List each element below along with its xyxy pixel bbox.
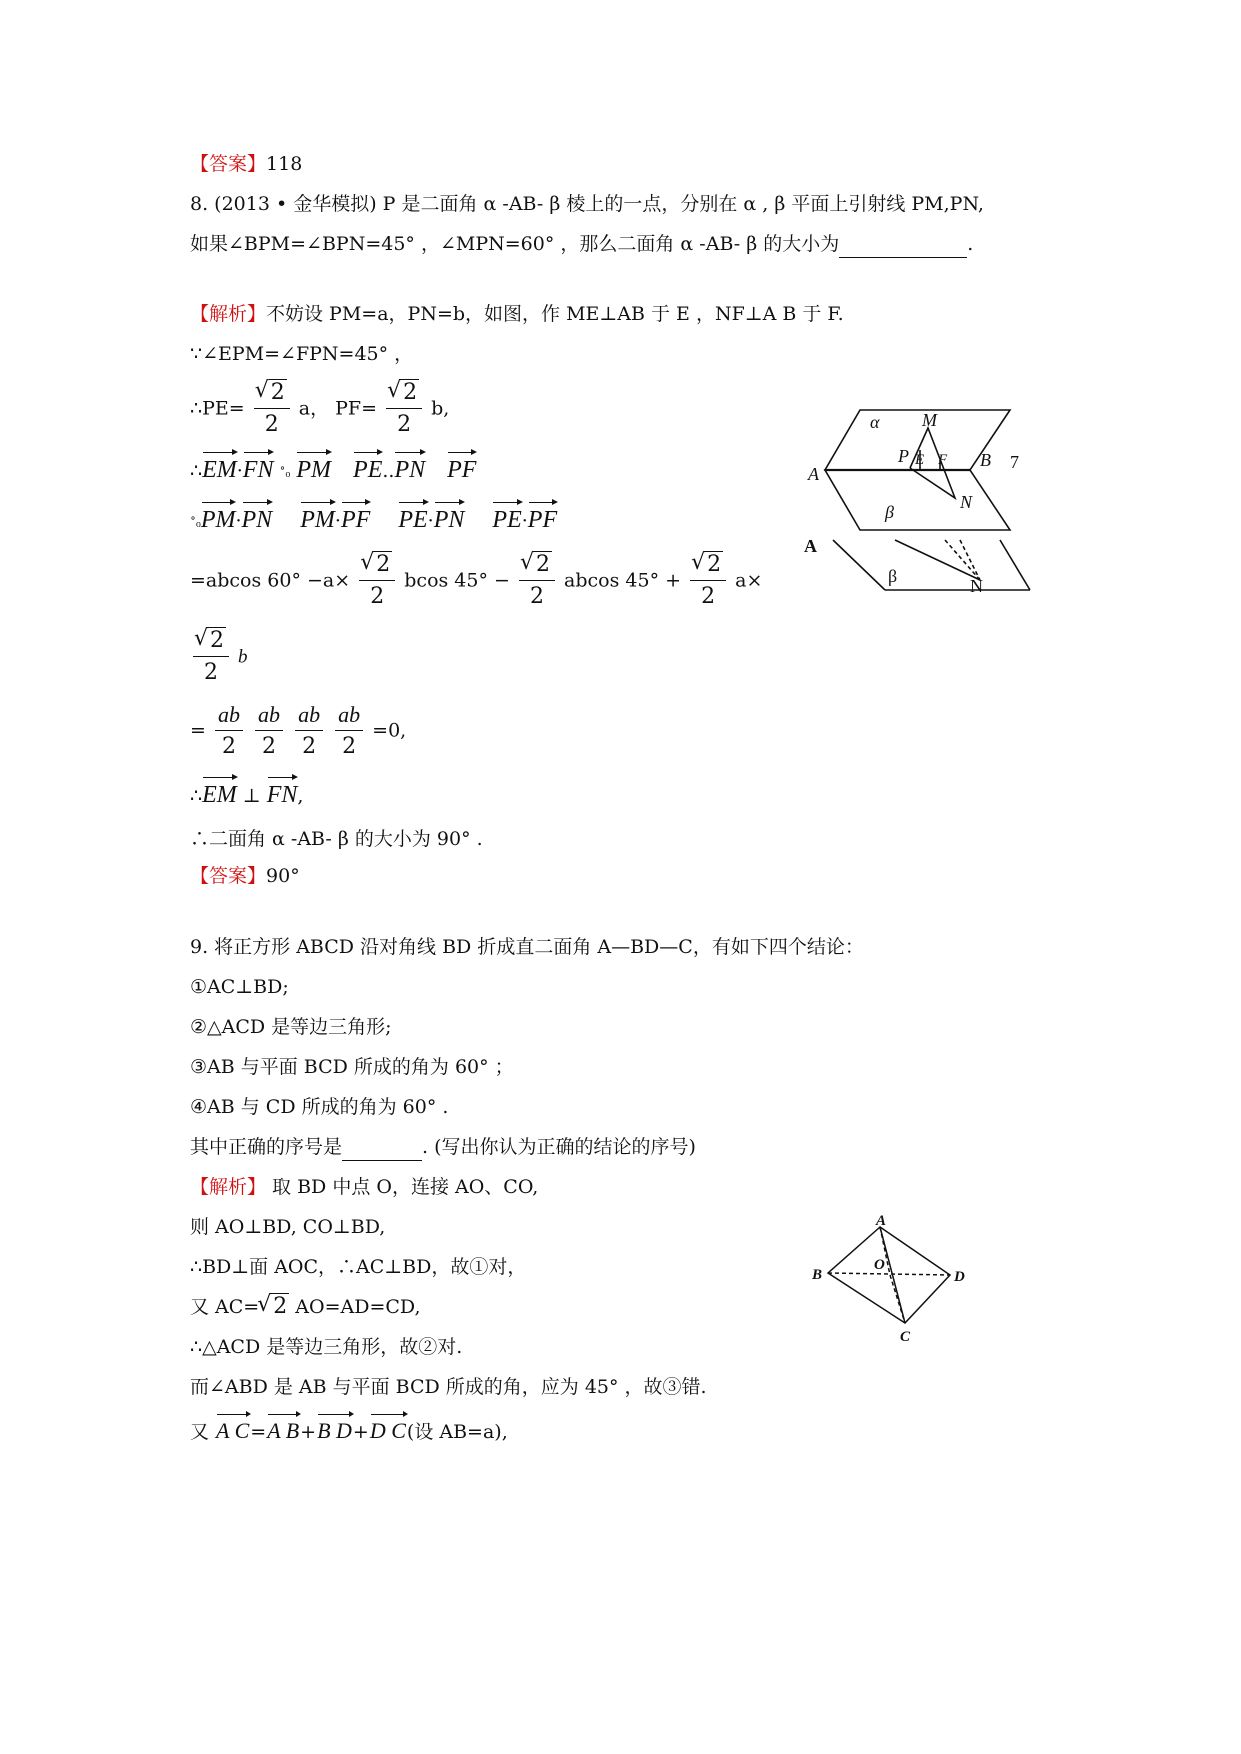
fig1-alpha: α [870, 412, 880, 432]
answer-blank [839, 257, 967, 258]
sol9-line1: 【解析】 取 BD 中点 O，连接 AO、CO, [190, 1176, 539, 1198]
fig1-beta2: β [888, 566, 898, 586]
answer-90 [190, 862, 300, 890]
answer-118 [190, 150, 302, 178]
sol8-line3: ∴PE= √ $\frac{2}{2}$ a， PF= √ $\frac{2}{2}$ b, [190, 378, 449, 441]
sol9-line6: 而∠ABD 是 AB 与平面 BCD 所成的角，应为 45° ，故③错. [190, 1376, 707, 1398]
answer-value: 118 [266, 153, 303, 175]
fig1-beta: β [885, 502, 894, 522]
answer-blank [342, 1160, 422, 1161]
q9-ask: 其中正确的序号是 . (写出你认为正确的结论的序号) [190, 1133, 696, 1161]
folded-square-figure [810, 1215, 980, 1355]
fig1-P: P [898, 446, 909, 466]
sol8-line8: = $\frac{ab}{2}$ $\frac{ab}{2}$ $\frac{ab}{2}$ $\frac{ab}{2}$ =0, [190, 702, 407, 759]
q9-stem: 9. 将正方形 ABCD 沿对角线 BD 折成直二面角 A—BD—C，有如下四个结论： [190, 936, 864, 958]
analysis-tag: 【解析】 [190, 1176, 267, 1198]
sol8-line1: 【解析】不妨设 PM=a，PN=b，如图，作 ME⊥AB 于 E ，NF⊥A B 于 F. [190, 303, 844, 325]
sol8-line5: ˚₀PM·PN PM·PF PE·PN PE·PF [190, 500, 557, 537]
fig1-A: A [808, 464, 819, 484]
sol9-line7: 又 A C=A B+B D+D C(设 AB=a), [190, 1413, 508, 1446]
sol8-line9: ∴EM ⊥ FN, [190, 775, 303, 810]
fig1-M: M [922, 410, 937, 430]
fig2-C: C [900, 1329, 911, 1345]
fig1-F: F [938, 452, 948, 468]
fig1-A2: A [804, 536, 817, 556]
fig2-B: B [812, 1267, 823, 1283]
fig2-D: D [954, 1269, 965, 1285]
fig1-B: B [980, 450, 991, 470]
sol8-line2: ∵∠EPM=∠FPN=45° ， [190, 343, 414, 365]
q9-choice-2: ②△ACD 是等边三角形; [190, 1016, 392, 1038]
fig1-N: N [960, 492, 973, 512]
q9-choice-4: ④AB 与 CD 所成的角为 60° . [190, 1096, 449, 1118]
answer-tag: 【答案】 [190, 865, 267, 887]
analysis-tag: 【解析】 [190, 303, 267, 325]
fig2-O: O [874, 1257, 885, 1273]
q8-line2: 如果∠BPM=∠BPN=45° ，∠MPN=60° ，那么二面角 α -AB- β 的大小为 . [190, 230, 973, 258]
fig1-E: E [915, 452, 925, 468]
sol9-line4: 又 AC=√ 2 AO=AD=CD, [190, 1293, 421, 1321]
fig2-A: A [876, 1215, 887, 1229]
sol9-line3: ∴BD⊥面 AOC，∴AC⊥BD，故①对， [190, 1256, 527, 1278]
answer-value: 90° [266, 865, 300, 887]
q9-choice-1: ①AC⊥BD; [190, 976, 289, 998]
q8-line1: 8. (2013 • 金华模拟) P 是二面角 α -AB- β 棱上的一点，分别在 α , β 平面上引射线 PM,PN, [190, 193, 984, 215]
dihedral-angle-figure [800, 400, 1060, 600]
sol8-line6: =abcos 60° −a× √ $\frac{2}{2}$ bcos 45° − √ $\frac{2}{2}$ abcos 45° + √ $\frac{2}{2}$ a× [190, 550, 762, 613]
q9-choice-3: ③AB 与平面 BCD 所成的角为 60° ； [190, 1056, 514, 1078]
fig1-seven: 7 [1010, 452, 1019, 472]
sol8-line10: ∴二面角 α -AB- β 的大小为 90° . [190, 828, 483, 850]
answer-tag: 【答案】 [190, 153, 267, 175]
sol9-line5: ∴△ACD 是等边三角形，故②对. [190, 1336, 463, 1358]
sol9-line2: 则 AO⊥BD, CO⊥BD, [190, 1216, 386, 1238]
sol8-line7: √ $\frac{2}{2}$ b [190, 626, 248, 689]
fig1-N2: N [970, 576, 983, 596]
sol8-line4: ∴EM·FN ˚₀ PM PE..PN PF [190, 450, 476, 487]
